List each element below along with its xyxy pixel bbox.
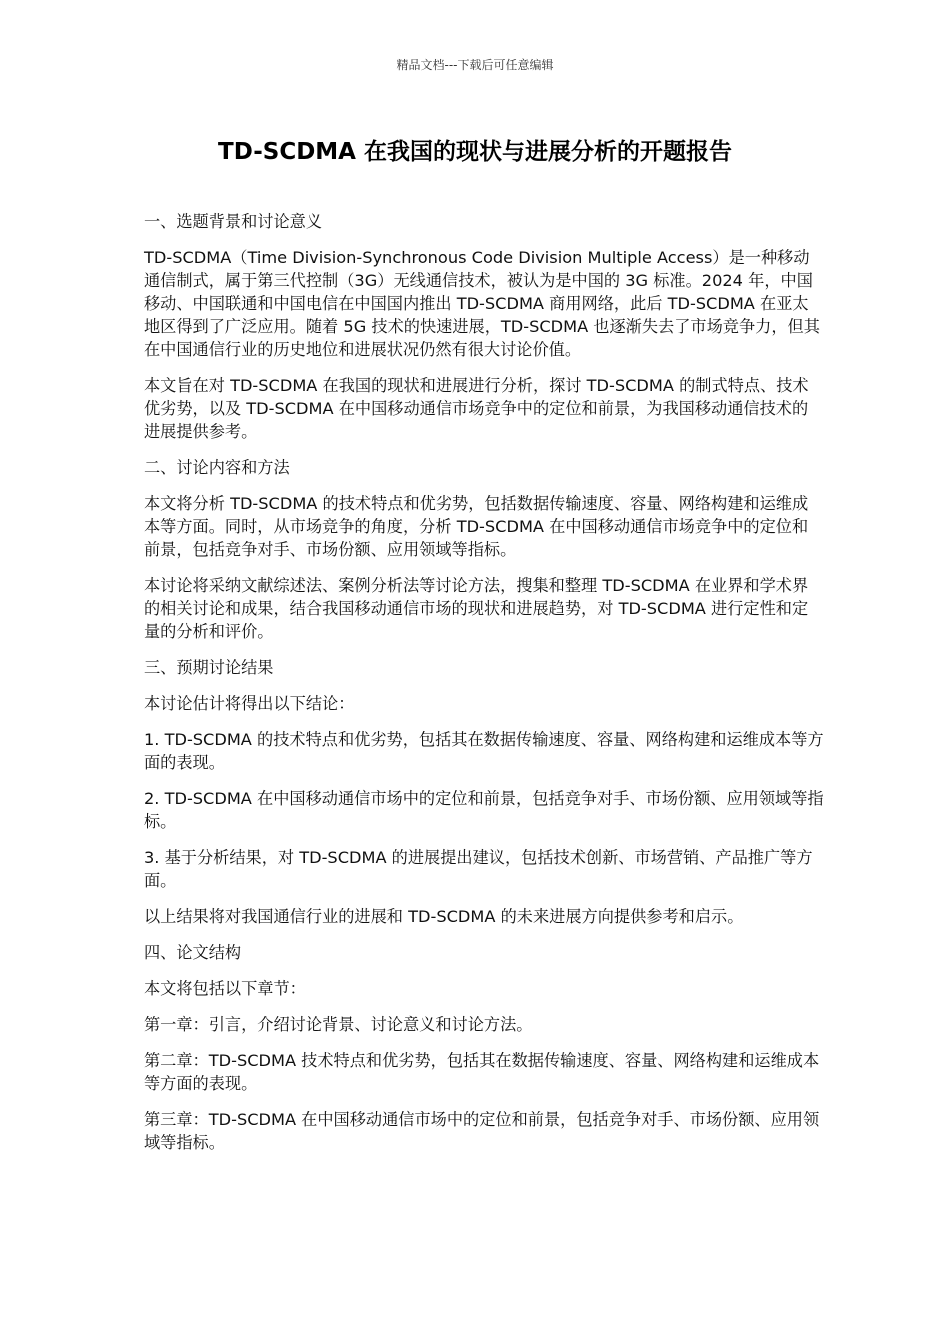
list-item: 3. 基于分析结果，对 TD-SCDMA 的进展提出建议，包括技术创新、市场营销、产品推广等方面。 xyxy=(144,848,813,890)
section-heading-expected-results: 三、预期讨论结果 xyxy=(144,658,274,677)
paragraph: 本讨论将采纳文献综述法、案例分析法等讨论方法，搜集和整理 TD-SCDMA 在业界和学术界的相关讨论和成果，结合我国移动通信市场的现状和进展趋势，对 TD-SCDMA 进行定性和定量的分析和评价。 xyxy=(144,576,809,641)
chapter-item: 第三章：TD-SCDMA 在中国移动通信市场中的定位和前景，包括竞争对手、市场份额、应用领域等指标。 xyxy=(144,1110,820,1152)
paragraph: 本讨论估计将得出以下结论： xyxy=(144,694,355,713)
paragraph: 本文将包括以下章节： xyxy=(144,979,306,998)
section-heading-content-methods: 二、讨论内容和方法 xyxy=(144,458,290,477)
paragraph: 本文将分析 TD-SCDMA 的技术特点和优劣势，包括数据传输速度、容量、网络构建和运维成本等方面。同时，从市场竞争的角度，分析 TD-SCDMA 在中国移动通信市场竞争中的定位和前景，包括竞争对手、市场份额、应用领域等指标。 xyxy=(144,494,809,559)
section-heading-structure: 四、论文结构 xyxy=(144,943,242,962)
list-item: 1. TD-SCDMA 的技术特点和优劣势，包括其在数据传输速度、容量、网络构建和运维成本等方面的表现。 xyxy=(144,730,824,772)
chapter-item: 第二章：TD-SCDMA 技术特点和优劣势，包括其在数据传输速度、容量、网络构建和运维成本等方面的表现。 xyxy=(144,1051,820,1093)
paragraph: 以上结果将对我国通信行业的进展和 TD-SCDMA 的未来进展方向提供参考和启示。 xyxy=(144,907,744,926)
paragraph: 本文旨在对 TD-SCDMA 在我国的现状和进展进行分析，探讨 TD-SCDMA 的制式特点、技术优劣势，以及 TD-SCDMA 在中国移动通信市场竞争中的定位和前景，为我国移动通信技术的进展提供参考。 xyxy=(144,376,809,441)
section-heading-background: 一、选题背景和讨论意义 xyxy=(144,212,323,231)
document-title: TD-SCDMA 在我国的现状与进展分析的开题报告 xyxy=(218,139,732,165)
page-header-note: 精品文档---下载后可任意编辑 xyxy=(396,58,554,72)
list-item: 2. TD-SCDMA 在中国移动通信市场中的定位和前景，包括竞争对手、市场份额、应用领域等指标。 xyxy=(144,789,824,831)
paragraph: TD-SCDMA（Time Division-Synchronous Code Division Multiple Access）是一种移动通信制式，属于第三代控制（3G）无线通信技术，被认为是中国的 3G 标准。2024 年，中国移动、中国联通和中国电信在中国国内推出 TD-SCDMA 商用网络，此后 TD-SCDMA 在亚太地区得到了广泛应用。随着 5G 技术的快速进展，TD-SCDMA 也逐渐失去了市场竞争力，但其在中国通信行业的历史地位和进展状况仍然有很大讨论价值。 xyxy=(144,248,820,359)
chapter-item: 第一章：引言，介绍讨论背景、讨论意义和讨论方法。 xyxy=(144,1015,533,1034)
document-body xyxy=(144,210,824,1167)
